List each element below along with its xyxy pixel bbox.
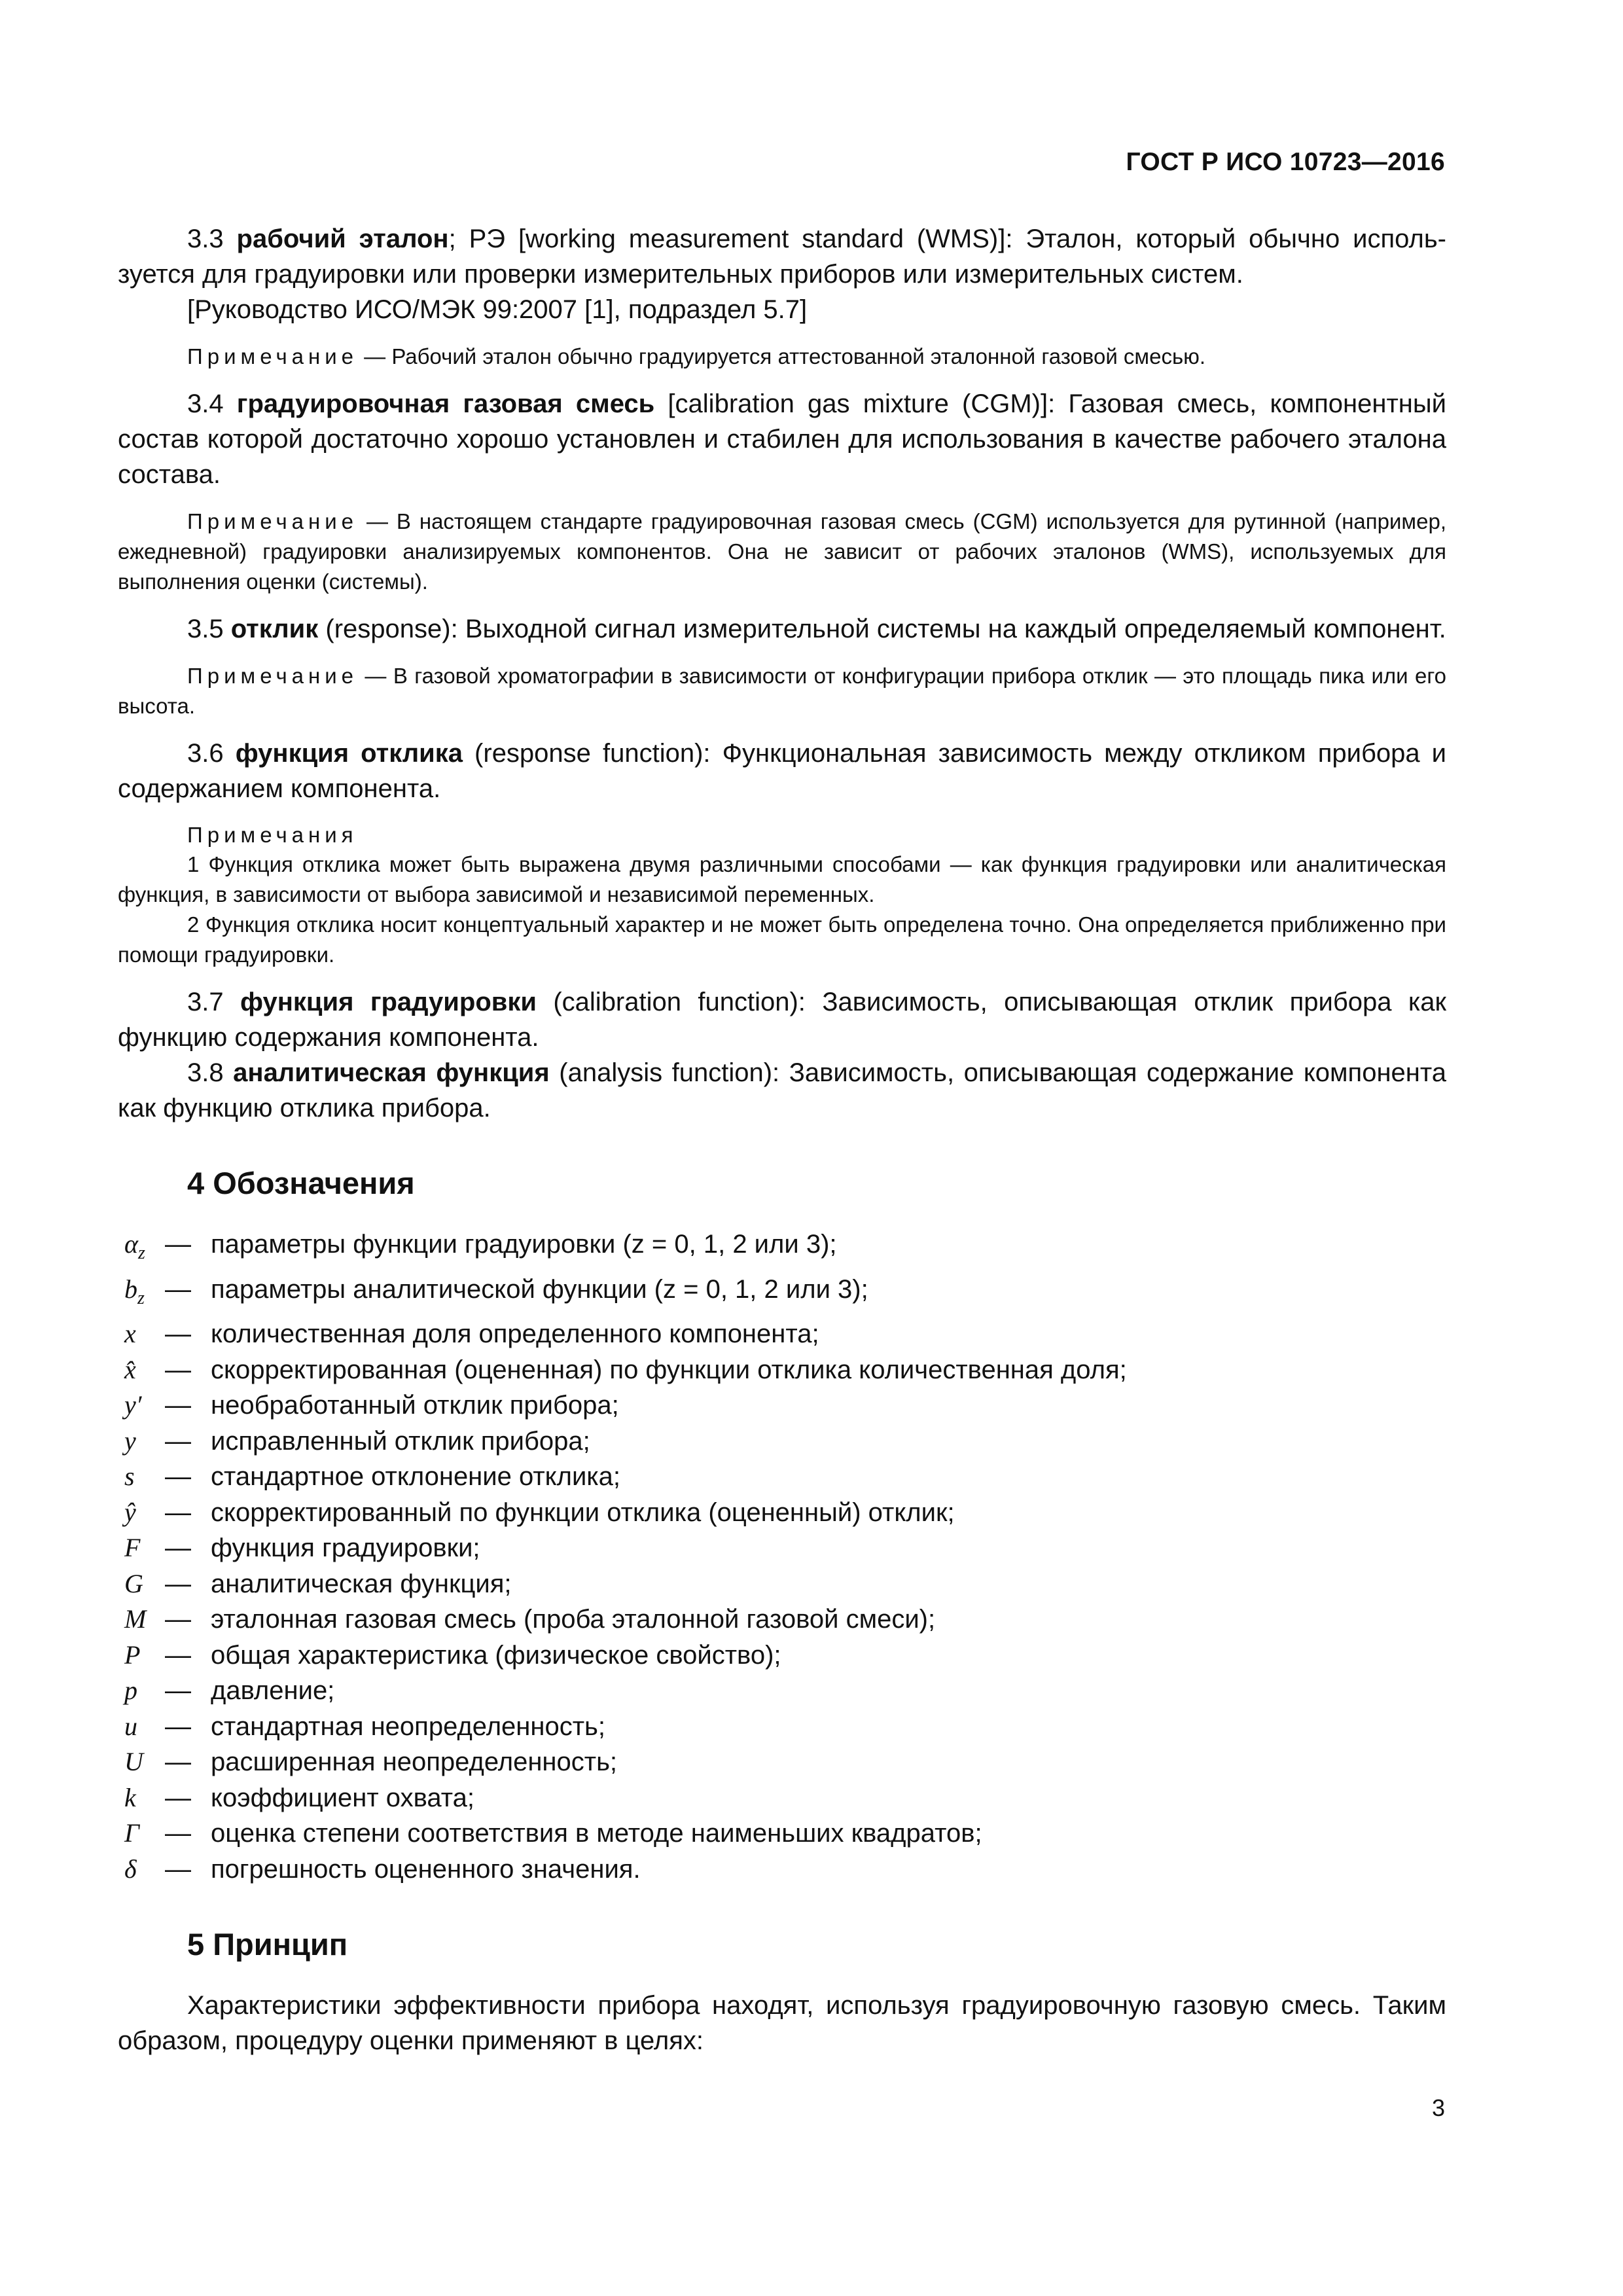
symbol: δ — [124, 1854, 137, 1884]
term-name: отклик — [230, 615, 319, 643]
symbol-description: погрешность оцененного значения. — [211, 1854, 641, 1884]
symbol-row — [118, 1602, 1446, 1638]
term-3-6 — [118, 736, 1446, 806]
symbol-description: стандартное отклонение отклика; — [211, 1462, 621, 1491]
symbol-row — [118, 1852, 1446, 1888]
symbol-dash: — — [165, 1569, 191, 1598]
term-number: 3.3 — [187, 224, 224, 253]
symbol: u — [124, 1711, 137, 1741]
term-definition: (response function): Функциональная зависимость между откликом прибора и содержанием компонента. — [118, 739, 1446, 803]
term-number: 3.4 — [187, 389, 224, 418]
symbol-description: оценка степени соответствия в методе наименьших квадратов; — [211, 1819, 982, 1848]
symbol-description: скорректированная (оцененная) по функции отклика количественная доля; — [211, 1355, 1127, 1384]
symbol: M — [124, 1604, 147, 1634]
term-name: функция отклика — [235, 739, 463, 768]
symbol-dash: — — [165, 1274, 191, 1304]
symbol-description: параметры аналитической функции (z = 0, 1, 2 или 3); — [211, 1274, 868, 1304]
symbol-row — [118, 1424, 1446, 1460]
note-label: Примечание — [187, 509, 359, 533]
symbol-row — [118, 1530, 1446, 1566]
symbol-description: количественная доля определенного компонента; — [211, 1319, 819, 1348]
symbol: $\alpha_z$ — [124, 1229, 145, 1263]
symbol-row — [118, 1388, 1446, 1424]
term-reference: [Руководство ИСО/МЭК 99:2007 [1], подраздел 5.7] — [187, 295, 808, 324]
symbol-row — [118, 1673, 1446, 1709]
symbol-description: давление; — [211, 1676, 335, 1705]
symbol: x — [124, 1319, 136, 1348]
symbol-dash: — — [165, 1462, 191, 1491]
section-5-title: 5 Принцип — [187, 1927, 348, 1962]
symbol: P — [124, 1640, 141, 1670]
symbol-description: скорректированный по функции отклика (оцененный) отклик; — [211, 1498, 955, 1527]
symbol: y′ — [124, 1390, 142, 1420]
principle-text: Характеристики эффективности прибора находят, используя градуировочную газовую смесь. Таким образом, процедуру оценки применяют в целях: — [118, 1991, 1446, 2055]
symbol-description: расширенная неопределенность; — [211, 1748, 618, 1776]
term-3-8 — [118, 1055, 1446, 1126]
symbol-row — [118, 1352, 1446, 1388]
symbol-dash: — — [165, 1391, 191, 1420]
standard-code: ГОСТ Р ИСО 10723—2016 — [1126, 148, 1445, 176]
note — [118, 507, 1446, 597]
symbol-dash: — — [165, 1819, 191, 1848]
term-name: рабочий эталон — [236, 224, 449, 253]
symbol: x̂ — [124, 1354, 136, 1384]
note-label: Примечание — [187, 344, 359, 368]
symbol: k — [124, 1782, 136, 1812]
symbol-dash: — — [165, 1783, 191, 1812]
symbol-row — [118, 1459, 1446, 1495]
symbol-dash: — — [165, 1355, 191, 1384]
term-definition: ; РЭ [working measurement standard (WMS)]: Эталон, который обычно используется для градуировки или проверки измерительных приборов или измерительных систем. — [118, 224, 1446, 289]
symbol-dash: — — [165, 1712, 191, 1741]
notes-heading: Примечания — [187, 823, 358, 847]
symbol-dash: — — [165, 1605, 191, 1634]
note-item: 1 Функция отклика может быть выражена двумя различными способами — как функция градуировки или аналитическая функция, в зависимости от выбора зависимой и независимой переменных. — [118, 852, 1446, 906]
symbol-dash: — — [165, 1748, 191, 1776]
term-definition: (calibration function): Зависимость, описывающая отклик прибора как функцию содержания компонента. — [118, 988, 1446, 1052]
note-text: — В газовой хроматографии в зависимости от конфигурации прибора отклик — это площадь пика или его высота. — [118, 664, 1446, 718]
page-number: 3 — [1431, 2094, 1445, 2121]
symbol-description: аналитическая функция; — [211, 1569, 512, 1598]
symbol: G — [124, 1568, 143, 1598]
term-definition: (analysis function): Зависимость, описывающая содержание компонента как функцию отклика прибора. — [118, 1058, 1446, 1122]
symbol: $b_z$ — [124, 1274, 145, 1308]
note-label: Примечание — [187, 664, 359, 688]
symbol-description: параметры функции градуировки (z = 0, 1, 2 или 3); — [211, 1230, 837, 1259]
symbol: F — [124, 1533, 141, 1562]
symbol-description: необработанный отклик прибора; — [211, 1391, 619, 1420]
term-name: аналитическая функция — [233, 1058, 550, 1087]
symbol-dash: — — [165, 1640, 191, 1670]
symbol-description: функция градуировки; — [211, 1534, 480, 1562]
symbol-row — [118, 1744, 1446, 1780]
symbol: Γ — [124, 1818, 139, 1848]
symbol-description: исправленный отклик прибора; — [211, 1426, 590, 1456]
symbol: U — [124, 1747, 143, 1776]
term-3-3 — [118, 221, 1446, 292]
term-number: 3.7 — [187, 988, 224, 1016]
symbol-row — [118, 1316, 1446, 1352]
symbol-row — [118, 1272, 1446, 1317]
symbol: p — [124, 1676, 137, 1705]
term-name: градуировочная газовая смесь — [236, 389, 655, 418]
note-item: 2 Функция отклика носит концептуальный характер и не может быть определена точно. Она определяется приближенно при помощи градуировки. — [118, 912, 1446, 967]
term-3-7 — [118, 984, 1446, 1055]
section-4-title: 4 Обозначения — [187, 1166, 415, 1200]
page-content — [118, 221, 1446, 2058]
symbol-dash: — — [165, 1426, 191, 1456]
symbol: y — [124, 1426, 136, 1456]
term-name: функция градуировки — [240, 988, 537, 1016]
term-number: 3.8 — [187, 1058, 224, 1087]
term-definition: [calibration gas mixture (CGM)]: Газовая смесь, компонентный состав которой достаточно хорошо установлен и стабилен для использования в качестве рабочего эталона состава. — [118, 389, 1446, 489]
symbol: s — [124, 1462, 135, 1491]
note — [118, 342, 1446, 372]
symbol-row — [118, 1638, 1446, 1674]
symbol-row — [118, 1780, 1446, 1816]
symbols-list — [118, 1227, 1446, 1887]
term-3-4 — [118, 386, 1446, 492]
note-text: — Рабочий эталон обычно градуируется аттестованной эталонной газовой смесью. — [358, 344, 1206, 368]
symbol-description: коэффициент охвата; — [211, 1783, 474, 1812]
symbol-dash: — — [165, 1676, 191, 1705]
symbol-row — [118, 1495, 1446, 1531]
symbol: ŷ — [124, 1497, 136, 1527]
term-number: 3.5 — [187, 615, 224, 643]
note — [118, 661, 1446, 721]
symbol-dash: — — [165, 1230, 191, 1259]
symbol-row — [118, 1816, 1446, 1852]
symbol-dash: — — [165, 1498, 191, 1527]
term-3-5 — [118, 611, 1446, 647]
term-definition: (response): Выходной сигнал измерительной системы на каждый определяемый компонент. — [318, 615, 1446, 643]
symbol-dash: — — [165, 1534, 191, 1562]
symbol-row — [118, 1709, 1446, 1745]
note-text: — В настоящем стандарте градуировочная газовая смесь (CGM) используется для рутинной (например, ежедневной) градуировки анализируемых компонентов. Она не зависит от рабочих эталонов (WMS), используемых для выполнения оценки (системы). — [118, 509, 1446, 594]
symbol-description: общая характеристика (физическое свойство); — [211, 1640, 781, 1670]
symbol-description: эталонная газовая смесь (проба эталонной газовой смеси); — [211, 1605, 936, 1634]
symbol-description: стандартная неопределенность; — [211, 1712, 605, 1741]
symbol-dash: — — [165, 1319, 191, 1348]
symbol-row — [118, 1227, 1446, 1272]
term-number: 3.6 — [187, 739, 224, 768]
symbol-dash: — — [165, 1854, 191, 1884]
symbol-row — [118, 1566, 1446, 1602]
